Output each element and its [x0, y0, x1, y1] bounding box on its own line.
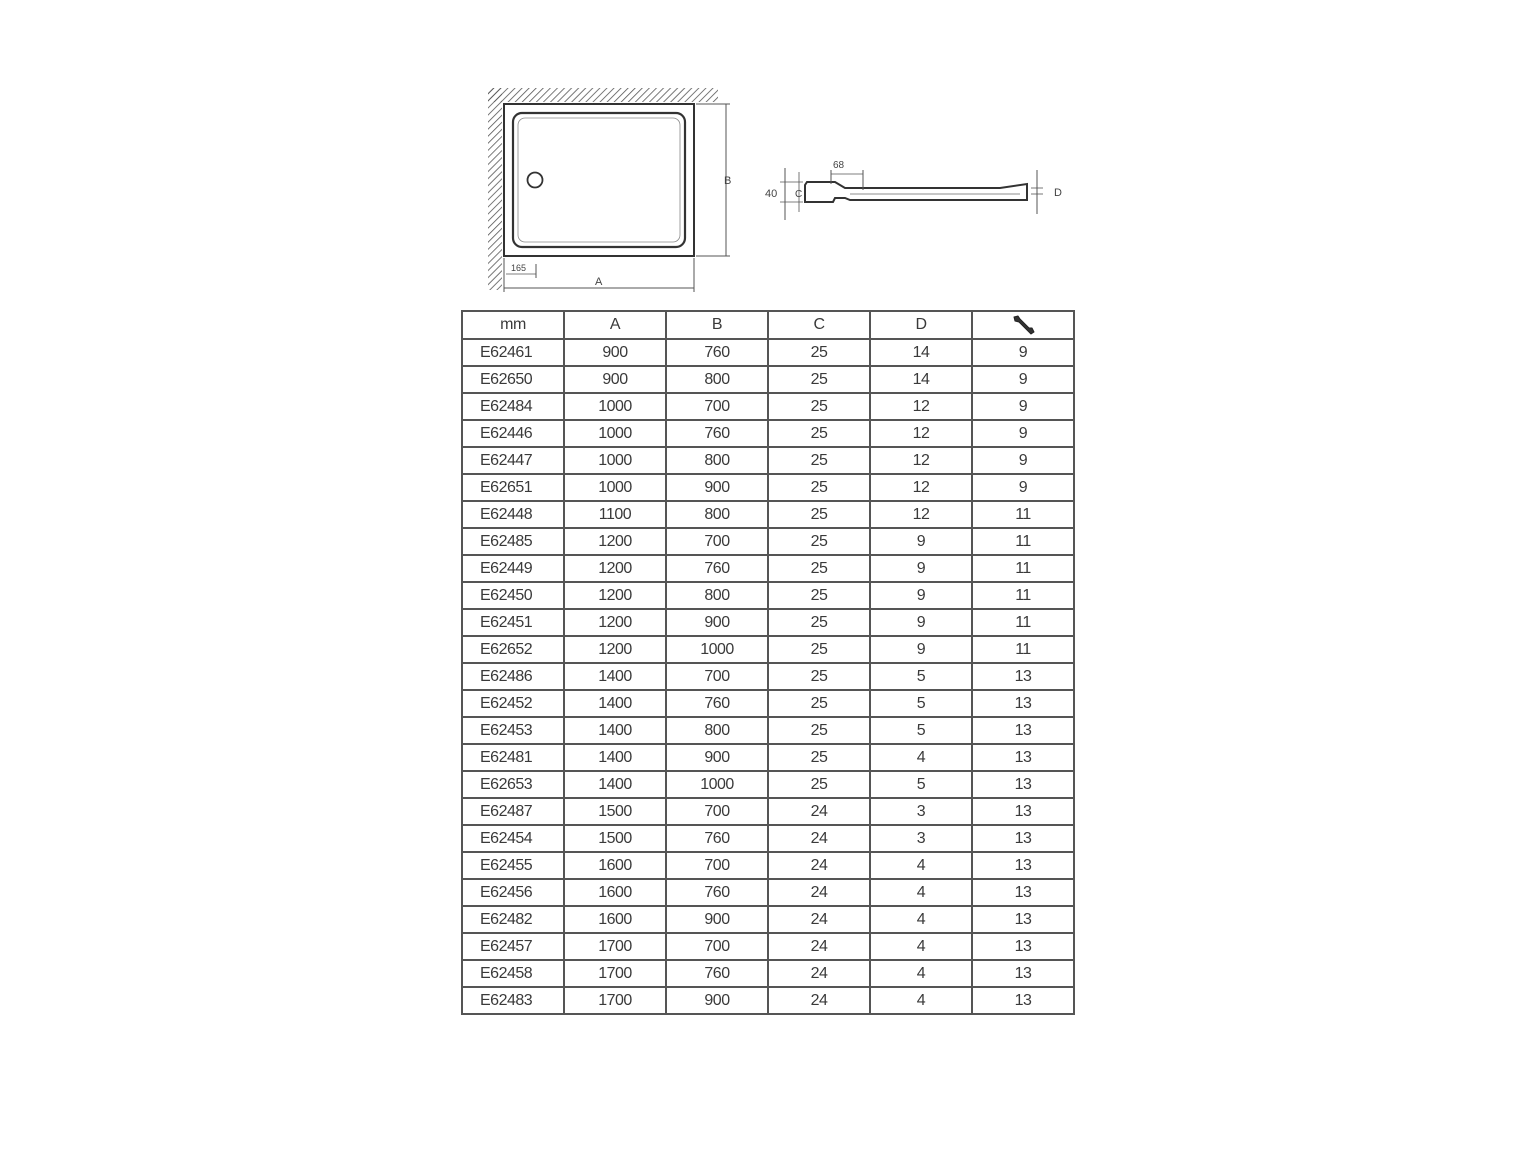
cell-b: 1000 [666, 771, 768, 798]
cell-d: 4 [870, 987, 972, 1014]
cell-b: 800 [666, 582, 768, 609]
cell-ref: E62453 [462, 717, 564, 744]
cell-b: 760 [666, 420, 768, 447]
header-d: D [870, 311, 972, 339]
table-row [462, 879, 1074, 906]
cell-a: 1200 [564, 528, 666, 555]
wrench-icon [1010, 316, 1036, 333]
cell-a: 1700 [564, 933, 666, 960]
dimensions-table [461, 310, 1075, 1015]
cell-c: 25 [768, 447, 870, 474]
cell-ref: E62455 [462, 852, 564, 879]
cell-b: 760 [666, 555, 768, 582]
cell-d: 4 [870, 744, 972, 771]
section-view-drawing [755, 150, 1075, 230]
cell-b: 800 [666, 717, 768, 744]
cell-weight: 9 [972, 474, 1074, 501]
cell-c: 25 [768, 474, 870, 501]
cell-weight: 13 [972, 960, 1074, 987]
cell-c: 25 [768, 339, 870, 366]
cell-b: 760 [666, 825, 768, 852]
cell-c: 25 [768, 555, 870, 582]
cell-c: 24 [768, 933, 870, 960]
cell-weight: 9 [972, 447, 1074, 474]
cell-a: 1100 [564, 501, 666, 528]
cell-weight: 11 [972, 555, 1074, 582]
cell-c: 25 [768, 366, 870, 393]
cell-c: 25 [768, 717, 870, 744]
cell-c: 24 [768, 798, 870, 825]
cell-a: 1400 [564, 663, 666, 690]
cell-d: 9 [870, 636, 972, 663]
cell-c: 24 [768, 825, 870, 852]
cell-c: 25 [768, 744, 870, 771]
cell-a: 1200 [564, 582, 666, 609]
cell-d: 4 [870, 933, 972, 960]
table-row [462, 906, 1074, 933]
table-row [462, 744, 1074, 771]
cell-a: 1600 [564, 852, 666, 879]
cell-a: 900 [564, 339, 666, 366]
cell-c: 24 [768, 987, 870, 1014]
drain-circle [528, 173, 543, 188]
cell-b: 760 [666, 690, 768, 717]
cell-d: 14 [870, 339, 972, 366]
cell-b: 900 [666, 906, 768, 933]
dim-label-b: B [724, 175, 732, 187]
cell-a: 1200 [564, 636, 666, 663]
cell-c: 24 [768, 879, 870, 906]
cell-weight: 9 [972, 339, 1074, 366]
dim-label-68: 68 [833, 160, 845, 171]
cell-c: 25 [768, 582, 870, 609]
cell-d: 5 [870, 690, 972, 717]
cell-a: 1700 [564, 960, 666, 987]
cell-weight: 13 [972, 906, 1074, 933]
cell-c: 24 [768, 852, 870, 879]
cell-a: 1400 [564, 744, 666, 771]
table-row [462, 582, 1074, 609]
cell-d: 4 [870, 906, 972, 933]
cell-b: 800 [666, 366, 768, 393]
table-row [462, 663, 1074, 690]
cell-a: 1500 [564, 825, 666, 852]
cell-b: 700 [666, 663, 768, 690]
cell-b: 900 [666, 987, 768, 1014]
table-row [462, 933, 1074, 960]
cell-weight: 13 [972, 771, 1074, 798]
cell-ref: E62482 [462, 906, 564, 933]
table-row [462, 852, 1074, 879]
cell-weight: 13 [972, 879, 1074, 906]
table-header-row [462, 311, 1074, 339]
cell-d: 5 [870, 717, 972, 744]
header-mm: mm [462, 311, 564, 339]
cell-ref: E62458 [462, 960, 564, 987]
cell-d: 9 [870, 528, 972, 555]
cell-a: 1600 [564, 879, 666, 906]
cell-a: 1400 [564, 690, 666, 717]
plan-view-drawing [480, 80, 750, 300]
cell-weight: 13 [972, 717, 1074, 744]
cell-weight: 9 [972, 366, 1074, 393]
cell-a: 1000 [564, 447, 666, 474]
cell-d: 3 [870, 825, 972, 852]
cell-b: 1000 [666, 636, 768, 663]
cell-ref: E62454 [462, 825, 564, 852]
cell-a: 1500 [564, 798, 666, 825]
cell-d: 3 [870, 798, 972, 825]
header-weight [972, 311, 1074, 339]
cell-weight: 11 [972, 501, 1074, 528]
wall-hatch-top [488, 88, 718, 102]
cell-ref: E62461 [462, 339, 564, 366]
cell-b: 700 [666, 933, 768, 960]
cell-weight: 13 [972, 933, 1074, 960]
cell-c: 25 [768, 420, 870, 447]
cell-b: 760 [666, 339, 768, 366]
cell-ref: E62451 [462, 609, 564, 636]
cell-c: 25 [768, 501, 870, 528]
cell-b: 800 [666, 447, 768, 474]
cell-d: 9 [870, 609, 972, 636]
table-row [462, 366, 1074, 393]
cell-d: 9 [870, 555, 972, 582]
cell-ref: E62456 [462, 879, 564, 906]
cell-a: 1600 [564, 906, 666, 933]
dim-label-40: 40 [765, 188, 778, 200]
header-a: A [564, 311, 666, 339]
cell-weight: 11 [972, 528, 1074, 555]
cell-ref: E62484 [462, 393, 564, 420]
cell-ref: E62448 [462, 501, 564, 528]
table-row [462, 501, 1074, 528]
dim-label-a: A [595, 276, 603, 288]
table-row [462, 825, 1074, 852]
cell-ref: E62487 [462, 798, 564, 825]
cell-d: 4 [870, 960, 972, 987]
table-row [462, 771, 1074, 798]
cell-ref: E62447 [462, 447, 564, 474]
cell-c: 24 [768, 906, 870, 933]
cell-c: 24 [768, 960, 870, 987]
cell-weight: 13 [972, 744, 1074, 771]
table-row [462, 609, 1074, 636]
cell-b: 800 [666, 501, 768, 528]
table-row [462, 447, 1074, 474]
cell-a: 1700 [564, 987, 666, 1014]
cell-weight: 9 [972, 420, 1074, 447]
cell-b: 700 [666, 528, 768, 555]
header-c: C [768, 311, 870, 339]
cell-weight: 9 [972, 393, 1074, 420]
cell-ref: E62485 [462, 528, 564, 555]
cell-d: 14 [870, 366, 972, 393]
cell-b: 900 [666, 474, 768, 501]
table-row [462, 717, 1074, 744]
cell-c: 25 [768, 663, 870, 690]
cell-c: 25 [768, 636, 870, 663]
cell-d: 5 [870, 663, 972, 690]
cell-d: 4 [870, 879, 972, 906]
table-row [462, 690, 1074, 717]
table-row [462, 420, 1074, 447]
table-row [462, 636, 1074, 663]
cell-d: 12 [870, 393, 972, 420]
cell-a: 1000 [564, 474, 666, 501]
table-row [462, 960, 1074, 987]
cell-d: 12 [870, 447, 972, 474]
cell-weight: 13 [972, 663, 1074, 690]
table-row [462, 528, 1074, 555]
cell-ref: E62450 [462, 582, 564, 609]
cell-c: 25 [768, 771, 870, 798]
cell-a: 1000 [564, 420, 666, 447]
cell-b: 760 [666, 960, 768, 987]
cell-ref: E62481 [462, 744, 564, 771]
table-row [462, 798, 1074, 825]
cell-weight: 13 [972, 690, 1074, 717]
cell-a: 1200 [564, 555, 666, 582]
cell-b: 900 [666, 609, 768, 636]
cell-ref: E62486 [462, 663, 564, 690]
cell-d: 12 [870, 474, 972, 501]
cell-ref: E62652 [462, 636, 564, 663]
cell-a: 1400 [564, 717, 666, 744]
cell-weight: 13 [972, 825, 1074, 852]
cell-ref: E62449 [462, 555, 564, 582]
cell-b: 900 [666, 744, 768, 771]
cell-ref: E62452 [462, 690, 564, 717]
cell-weight: 13 [972, 852, 1074, 879]
cell-d: 12 [870, 501, 972, 528]
cell-c: 25 [768, 690, 870, 717]
cell-ref: E62457 [462, 933, 564, 960]
tray-profile [805, 182, 1027, 202]
cell-d: 9 [870, 582, 972, 609]
cell-weight: 11 [972, 609, 1074, 636]
cell-weight: 11 [972, 582, 1074, 609]
cell-b: 700 [666, 852, 768, 879]
cell-ref: E62653 [462, 771, 564, 798]
cell-ref: E62650 [462, 366, 564, 393]
cell-c: 25 [768, 609, 870, 636]
cell-c: 25 [768, 528, 870, 555]
cell-b: 700 [666, 798, 768, 825]
cell-a: 1400 [564, 771, 666, 798]
cell-b: 700 [666, 393, 768, 420]
table-row [462, 339, 1074, 366]
wall-hatch-left [488, 88, 502, 290]
cell-a: 1000 [564, 393, 666, 420]
table-row [462, 393, 1074, 420]
cell-weight: 11 [972, 636, 1074, 663]
table-body [462, 339, 1074, 1014]
cell-weight: 13 [972, 798, 1074, 825]
table-row [462, 987, 1074, 1014]
dim-label-c: C [795, 189, 803, 200]
table-row [462, 555, 1074, 582]
cell-a: 900 [564, 366, 666, 393]
cell-weight: 13 [972, 987, 1074, 1014]
cell-ref: E62651 [462, 474, 564, 501]
cell-d: 5 [870, 771, 972, 798]
cell-d: 12 [870, 420, 972, 447]
header-b: B [666, 311, 768, 339]
cell-ref: E62446 [462, 420, 564, 447]
dim-label-165: 165 [511, 263, 527, 273]
cell-a: 1200 [564, 609, 666, 636]
cell-ref: E62483 [462, 987, 564, 1014]
cell-b: 760 [666, 879, 768, 906]
table-row [462, 474, 1074, 501]
cell-c: 25 [768, 393, 870, 420]
dim-label-d: D [1054, 187, 1062, 199]
cell-d: 4 [870, 852, 972, 879]
